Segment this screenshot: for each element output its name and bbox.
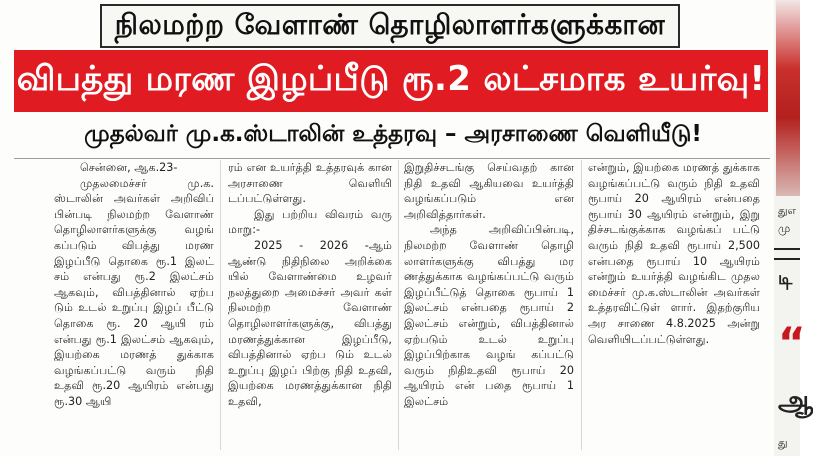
divider: [14, 158, 770, 159]
adjacent-text-fragment: டி: [778, 268, 793, 289]
kicker-title: நிலமற்ற வேளாண் தொழிலாளர்களுக்கான: [114, 7, 666, 41]
adjacent-text-fragment: மு: [778, 222, 791, 235]
article-column-2: [228, 160, 392, 452]
article-column-4: [588, 160, 760, 452]
adjacent-photo: [776, 0, 800, 196]
column-divider: [398, 160, 399, 450]
adjacent-article-strip: [774, 0, 813, 456]
adjacent-rule: [774, 248, 800, 250]
paragraph: முதலமைச்சர் மு.க. ஸ்டாலின் அவர்கள் அறிவிப் பின்படி நிலமற்ற வேளாண் தொழிலாளர்களுக்கு வழங் கப்படும் விபத்து மரண இழப்பீடு தொகை ரூ.1 இலட் சம் என்பது ரூ.2 இலட்சம் ஆகவும், விபத்தினால் ஏற்ப டும் உடல் உறுப்பு இழப் பீட்டு தொகை ரூ. 20 ஆயி ரம் என்பது ரூ.1 இலட்சம் ஆகவும், இயற்கை மரணத் துக்காக வழங்கப்பட்டு வரும் நிதி உதவி ரூ.20 ஆயிரம் என்பது ரூ.30 ஆயி: [54, 176, 214, 408]
adjacent-text-fragment: துஎ: [778, 204, 797, 217]
paragraph: இது பற்றிய விவரம் வரு மாறு:-: [228, 207, 392, 237]
adjacent-text-fragment: து: [778, 436, 788, 449]
adjacent-text-fragment: ஆ: [778, 384, 813, 417]
column-divider: [581, 160, 582, 450]
paragraph: அந்த அறிவிப்பின்படி, நிலமற்ற வேளாண் தொழி லாளர்களுக்கு விபத்து மர ணத்துக்காக வழங்கப்பட்டு வரும் இழப்பீட்டுத் தொகை ரூபாய் 1 இலட்சம் என்பதை ரூபாய் 2 இலட்சம் என்றும், விபத்தினால் ஏற்படும் உடல் உறுப்பு இழப்பிற்காக வழங் கப்பட்டு வரும் நிதிஉதவி ரூபாய் 20 ஆயிரம் என் பதை ரூபாய் 1 இலட்சம்: [404, 223, 574, 408]
dateline: சென்னை, ஆக.23-: [80, 161, 178, 174]
headline: விபத்து மரண இழப்பீடு ரூ.2 லட்சமாக உயர்வு!: [16, 59, 766, 99]
column-divider: [220, 160, 221, 450]
paragraph: என்றும், இயற்கை மரணத் துக்காக வழங்கப்பட்டு வரும் நிதி உதவி ரூபாய் 20 ஆயிரம் என்பதை ரூபாய் 30 ஆயிரம் என்றும், இறு திச்சடங்குக்காக வழங்கப் பட்டு வரும் நிதி உதவி ரூபாய் 2,500 என்பதை ரூபாய் 10 ஆயிரம் என்றும் உயர்த்தி வழங்கிட முதல மைச்சர் மு.க.ஸ்டாலின் அவர்கள் உத்தரவிட்டுள் ளார். இதற்குரிய அர சாணை 4.8.2025 அன்று வெளியிடப்பட்டுள்ளது.: [588, 161, 760, 346]
adjacent-rule: [774, 258, 800, 260]
adjacent-quote-mark: “: [778, 318, 806, 367]
kicker-box: [100, 4, 680, 48]
paragraph: ரம் என உயர்த்தி உத்தரவுக் கான அரசாணை வெளியி டப்பட்டுள்ளது.: [228, 161, 392, 206]
paragraph: 2025 - 2026 -ஆம் ஆண்டு நிதிநிலை அறிக்கை யில் வேளாண்மை உழவர் நலத்துறை அமைச்சர் அவர் கள் நிலமற்ற வேளாண் தொழிலாளர்களுக்கு, விபத்து மரணத்துக்கான இழப்பீடு, விபத்தினால் ஏற்ப டும் உடல் உறுப்பு இழப் பிற்கு நிதி உதவி, இயற்கை மரணத்துக்கான நிதி உதவி,: [228, 238, 392, 408]
paragraph: இறுதிச்சடங்கு செய்வதற் கான நிதி உதவி ஆகியவை உயர்த்தி வழங்கப்படும் என அறிவித்தார்கள்.: [404, 161, 574, 221]
article-column-1: [54, 160, 214, 452]
subheadline: முதல்வர் மு.க.ஸ்டாலின் உத்தரவு – அரசாணை வெளியீடு!: [84, 120, 702, 147]
article-column-3: [404, 160, 574, 452]
headline-band: [14, 50, 768, 112]
